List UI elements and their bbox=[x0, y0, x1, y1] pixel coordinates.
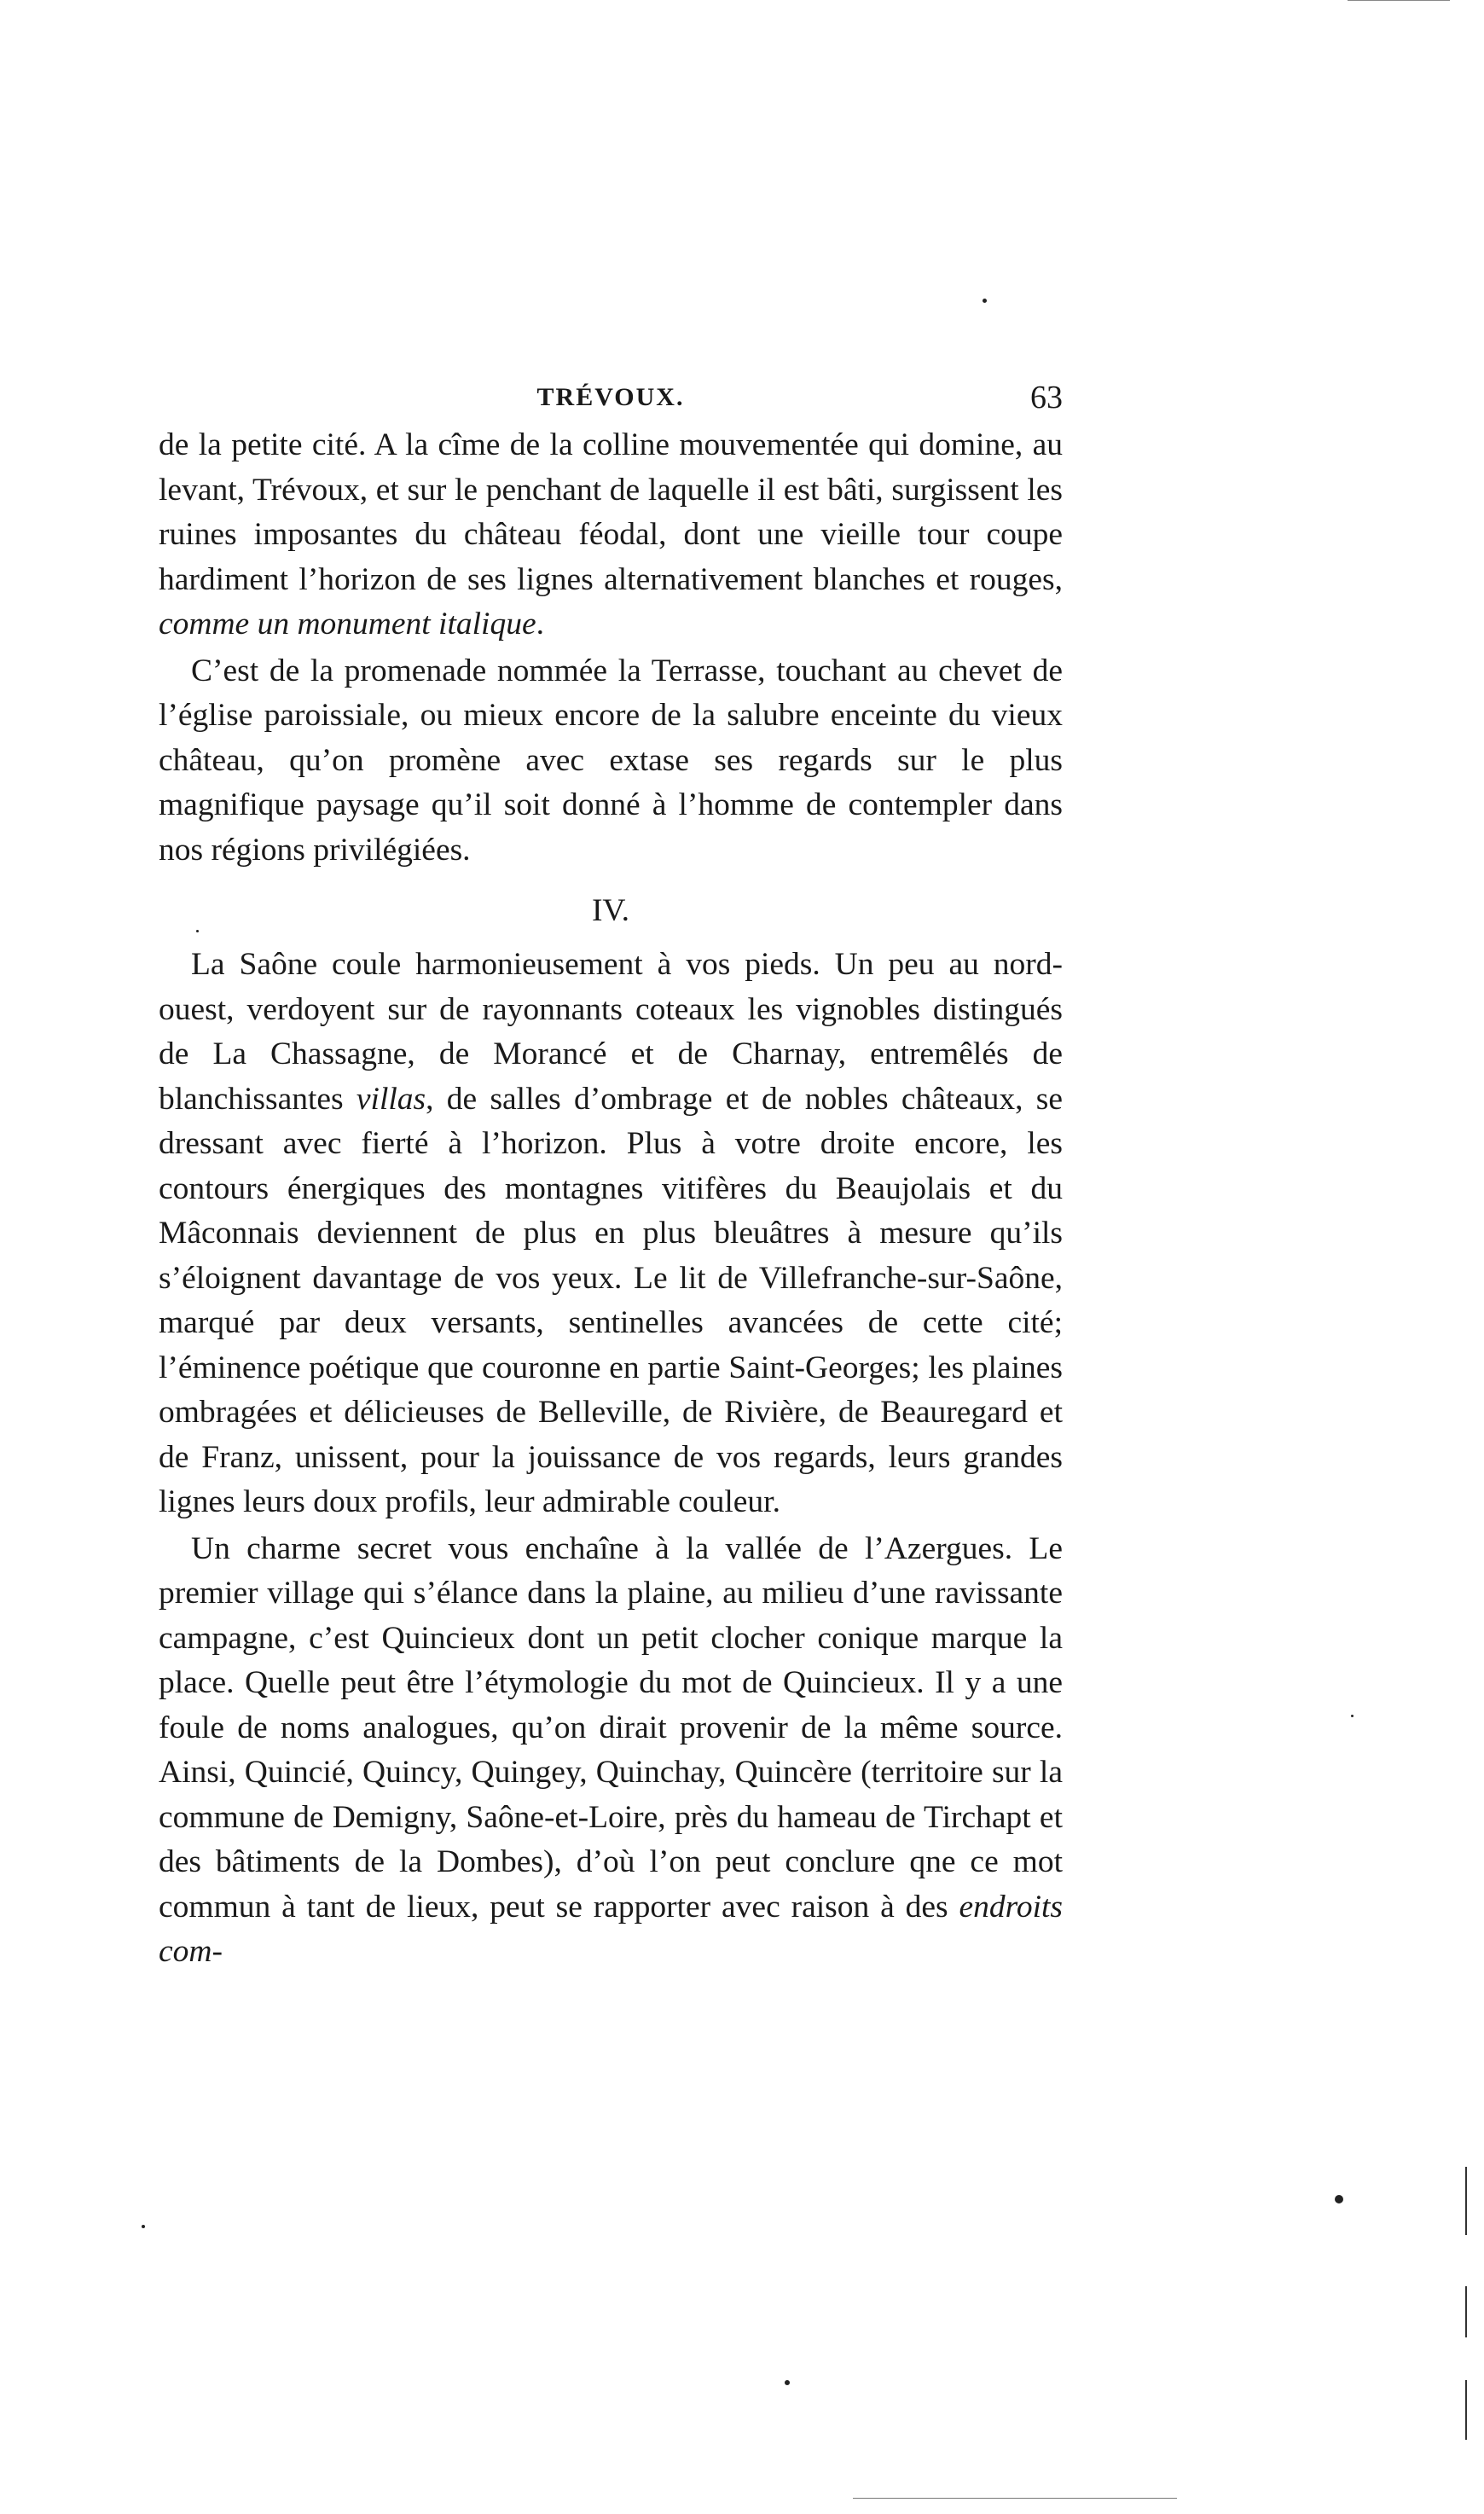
paragraph-4 bbox=[159, 1527, 1063, 1975]
scan-speck bbox=[785, 2380, 790, 2385]
section-number: IV. bbox=[591, 893, 630, 928]
scan-edge-line bbox=[1465, 2286, 1467, 2337]
paragraph-3-text: La Saône coule harmonieusement à vos pieds. Un peu au nord-ouest, verdoyent sur de rayonnants coteaux les vignobles distingués de La Chassagne, de Morancé et de Charnay, entremêlés de blanchissantes bbox=[159, 947, 1063, 1117]
running-title: TRÉVOUX. bbox=[536, 383, 685, 411]
scan-speck bbox=[196, 930, 199, 932]
paragraph-3 bbox=[159, 943, 1063, 1525]
running-head bbox=[159, 372, 1063, 423]
body-text bbox=[159, 423, 1063, 1975]
paragraph-4-text: Un charme secret vous enchaîne à la vallée de l’Azergues. Le premier village qui s’élance dans la plaine, au milieu d’une ravissante campagne, c’est Quincieux dont un petit clocher conique marque la place. Quelle peut être l’étymologie du mot de Quincieux. Il y a une foule de noms analogues, qu’on dirait provenir de la même source. Ainsi, Quincié, Quincy, Quingey, Quinchay, Quincère (territoire sur la commune de Demigny, Saône-et-Loire, près du hameau de Tirchapt et des bâtiments de la Dombes), d’où l’on peut conclure qne ce mot commun à tant de lieux, peut se rapporter avec raison à des bbox=[159, 1530, 1063, 1925]
page-number: 63 bbox=[1030, 380, 1063, 415]
scan-speck bbox=[983, 299, 987, 303]
paragraph-4-italic: endroits com- bbox=[159, 1889, 1063, 1969]
scan-edge-line bbox=[1465, 2167, 1467, 2235]
paragraph-1-end: . bbox=[536, 607, 544, 642]
scan-edge-line bbox=[1465, 2380, 1467, 2440]
paragraph-3-end: , de salles d’ombrage et de nobles châteaux, se dressant avec fierté à l’horizon. Plus à votre droite encore, les contours énergiques des montagnes vitifères du Beaujolais et du Mâconnais deviennent de plus en plus bleuâtres à mesure qu’ils s’éloignent davantage de vos yeux. Le lit de Villefranche-sur-Saône, marqué par deux versants, sentinelles avancées de cette cité; l’éminence poétique que couronne en partie Saint-Georges; les plaines ombragées et délicieuses de Belleville, de Rivière, de Beauregard et de Franz, unissent, pour la jouissance de vos regards, leurs grandes lignes leurs doux profils, leur admirable couleur. bbox=[159, 1081, 1063, 1519]
paragraph-2: C’est de la promenade nommée la Terrasse, touchant au chevet de l’église paroissiale, ou mieux encore de la salubre enceinte du vieux château, qu’on promène avec extase ses regards sur le plus magnifique paysage qu’il soit donné à l’homme de contempler dans nos régions privilégiées. bbox=[159, 653, 1063, 868]
scan-speck bbox=[142, 2225, 145, 2228]
paragraph-3-italic: villas bbox=[356, 1081, 426, 1117]
scan-edge-line bbox=[1348, 0, 1450, 1]
scan-speck bbox=[1351, 1715, 1354, 1717]
scan-edge-line bbox=[853, 2498, 1177, 2499]
paragraph-1 bbox=[159, 423, 1063, 647]
paragraph-1-italic: comme un monument italique bbox=[159, 607, 536, 642]
scan-speck bbox=[1335, 2195, 1343, 2203]
paragraph-1-text: de la petite cité. A la cîme de la colline mouvementée qui domine, au levant, Trévoux, et sur le penchant de laquelle il est bâti, surgissent les ruines imposantes du château féodal, dont une vieille tour coupe hardiment l’horizon de ses lignes alternativement blanches et rouges, bbox=[159, 427, 1063, 597]
